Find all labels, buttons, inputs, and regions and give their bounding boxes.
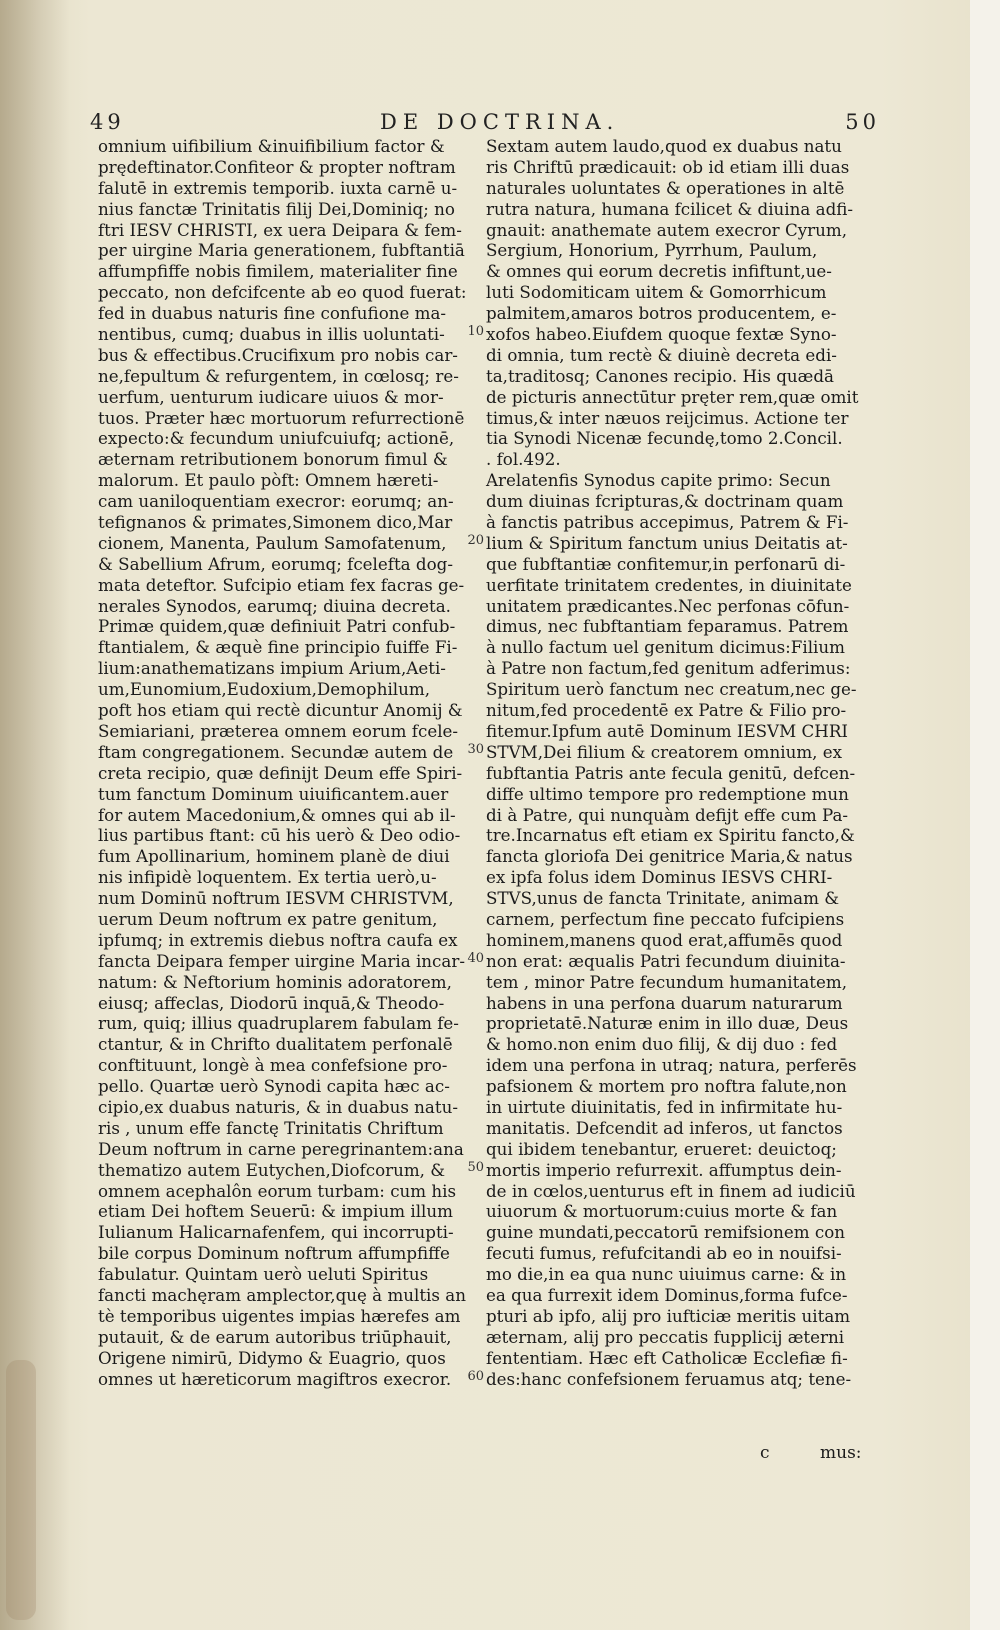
left-text-column [98,136,470,1389]
text-line: palmitem,amaros botros producentem, e- [486,303,837,324]
text-line: à fanctis patribus accepimus, Patrem & Fi- [486,512,849,533]
text-line: conftituunt, longè à mea confefsione pro- [98,1055,448,1076]
text-line: guine mundati,peccatorū remifsionem con [486,1222,846,1243]
text-line: fubftantia Patris ante fecula genitū, defcen- [486,762,856,783]
text-line: ea qua furrexit idem Dominus,forma fufce- [486,1284,848,1305]
text-line: STVS,unus de fancta Trinitate, animam & [486,888,840,909]
text-line: & Sabellium Afrum, eorumq; fcelefta dog- [98,553,453,574]
text-line: luti Sodomiticam uitem & Gomorrhicum [486,282,827,303]
text-line: uerfum, uenturum iudicare uiuos & mor- [98,386,444,407]
text-line: des:hanc confefsionem feruamus atq; tene- [486,1368,852,1389]
text-line: gnauit: anathemate autem execror Cyrum, [486,219,847,240]
text-line: for autem Macedonium,& omnes qui ab il- [98,804,456,825]
text-line: non erat: æqualis Patri fecundum diuinita- [486,950,846,971]
text-line: falutē in extremis temporib. iuxta carnē u- [98,177,458,198]
text-line: uerum Deum noftrum ex patre genitum, [98,908,438,929]
text-line: ftri IESV CHRISTI, ex uera Deipara & fem- [98,219,462,240]
text-line: fancti machęram amplector,quę à multis an [98,1284,466,1305]
text-line: ris Chriftū prædicauit: ob id etiam illi duas [486,156,850,177]
text-line: per uirgine Maria generationem, fubftantiā [98,240,465,261]
text-line: . fol.492. [486,449,561,470]
text-line: uiuorum & mortuorum:cuius morte & fan [486,1201,838,1222]
text-line: di omnia, tum rectè & diuinè decreta edi- [486,344,837,365]
text-line: qui ibidem tenebantur, erueret: deuictoq; [486,1138,837,1159]
text-line: Arelatenfis Synodus capite primo: Secun [486,470,831,491]
text-line: um,Eunomium,Eudoxium,Demophilum, [98,679,431,700]
text-line: fabulatur. Quintam uerò ueluti Spiritus [98,1264,429,1285]
text-line: carnem, perfectum fine peccato fufcipiens [486,908,845,929]
text-line: Spiritum uerò fanctum nec creatum,nec ge- [486,679,857,700]
text-line: malorum. Et paulo pòft: Omnem hæreti- [98,470,439,491]
text-line: Sergium, Honorium, Pyrrhum, Paulum, [486,240,818,261]
text-line: tuos. Præter hæc mortuorum refurrectionē [98,407,465,428]
text-line: fecuti fumus, refufcitandi ab eo in nouifsi- [486,1243,842,1264]
text-line: hominem,manens quod erat,affumēs quod [486,929,843,950]
text-line: putauit, & de earum autoribus triūphauit, [98,1326,452,1347]
text-line: mo die,in ea qua nunc uiuimus carne: & in [486,1264,847,1285]
text-line: xofos habeo.Eiufdem quoque fextæ Syno- [486,324,837,345]
text-line: di à Patre, qui nunquàm defijt effe cum Pa- [486,804,849,825]
text-line: tefignanos & primates,Simonem dico,Mar [98,512,453,533]
catchword: mus: [820,1443,862,1463]
text-line: lium & Spiritum fanctum unius Deitatis at- [486,532,848,553]
text-line: eiusq; affeclas, Diodorū inquā,& Theodo- [98,992,445,1013]
text-line: etiam Dei hoftem Seuerū: & impium illum [98,1201,453,1222]
page-header [90,110,880,136]
text-line: ne,fepultum & refurgentem, in cœlosq; re- [98,365,459,386]
text-line: omnes ut hæreticorum magiftros execror. [98,1368,452,1389]
text-line: timus,& inter næuos reijcimus. Actione ter [486,407,849,428]
text-line: lius partibus ftant: cū his uerò & Deo odio- [98,825,461,846]
line-number: 30 [467,742,484,758]
line-number: 40 [467,951,484,967]
page-footer [0,1443,1000,1467]
right-page-number: 50 [845,110,880,134]
text-line: fum Apollinarium, hominem planè de diui [98,846,450,867]
text-line: ex ipfa folus idem Dominus IESVS CHRI- [486,867,833,888]
text-line: rutra natura, humana fcilicet & diuina adfi- [486,198,854,219]
text-line: bile corpus Dominum noftrum affumpfiffe [98,1243,450,1264]
text-line: & homo.non enim duo filij, & dij duo : fed [486,1034,838,1055]
text-line: ctantur, & in Chrifto dualitatem perfonalē [98,1034,453,1055]
text-line: peccato, non defcifcente ab eo quod fuerat: [98,282,467,303]
text-line: ta,traditosq; Canones recipio. His quædā [486,365,834,386]
running-title: DE DOCTRINA. [380,110,620,134]
text-line: æternam, alij pro peccatis fupplicij æterni [486,1326,845,1347]
text-line: fancta Deipara femper uirgine Maria incar- [98,950,465,971]
right-text-column [486,136,858,1389]
text-line: à nullo factum uel genitum dicimus:Filium [486,637,845,658]
text-line: Origene nimirū, Didymo & Euagrio, quos [98,1347,446,1368]
text-line: num Dominū noftrum IESVM CHRISTVM, [98,888,454,909]
line-number: 50 [467,1160,484,1176]
text-line: Iulianum Halicarnafenfem, qui incorrupti- [98,1222,454,1243]
text-line: unitatem prædicantes.Nec perfonas cōfun- [486,595,850,616]
text-line: dimus, nec fubftantiam feparamus. Patrem [486,616,849,637]
text-line: nius fanctæ Trinitatis filij Dei,Dominiq; no [98,198,455,219]
text-line: affumpfiffe nobis fimilem, materialiter fine [98,261,458,282]
text-line: mata deteftor. Sufcipio etiam fex facras ge- [98,574,465,595]
text-line: creta recipio, quæ definijt Deum effe Spiri- [98,762,463,783]
text-line: que fubftantiæ confitemur,in perfonarū di- [486,553,846,574]
text-line: nentibus, cumq; duabus in illis uoluntati- [98,324,445,345]
page-edge [970,0,1000,1630]
text-line: pafsionem & mortem pro noftra falute,non [486,1076,847,1097]
signature-mark: c [760,1443,770,1463]
text-line: in uirtute diuinitatis, fed in infirmitate hu- [486,1096,843,1117]
text-line: poft hos etiam qui rectè dicuntur Anomij & [98,700,463,721]
text-line: ipfumq; in extremis diebus noftra caufa ex [98,929,458,950]
text-line: bus & effectibus.Crucifixum pro nobis car- [98,344,458,365]
text-line: cionem, Manenta, Paulum Samofatenum, [98,532,447,553]
text-line: Deum noftrum in carne peregrinantem:ana [98,1138,464,1159]
text-line: diffe ultimo tempore pro redemptione mun [486,783,849,804]
text-line: pturi ab ipfo, alij pro iufticiæ meritis uitam [486,1305,851,1326]
text-line: tum fanctum Dominum uiuificantem.auer [98,783,449,804]
text-line: prędeftinator.Confiteor & propter noftram [98,156,456,177]
text-line: fententiam. Hæc eft Catholicæ Ecclefiæ fi- [486,1347,848,1368]
text-line: natum: & Neftorium hominis adoratorem, [98,971,452,992]
text-line: habens in una perfona duarum naturarum [486,992,843,1013]
text-line: & omnes qui eorum decretis infiftunt,ue- [486,261,832,282]
line-number: 10 [467,324,484,340]
text-line: nerales Synodos, earumq; diuina decreta. [98,595,451,616]
text-line: STVM,Dei filium & creatorem omnium, ex [486,741,843,762]
text-line: dum diuinas fcripturas,& doctrinam quam [486,491,844,512]
text-line: tia Synodi Nicenæ fecundę,tomo 2.Concil. [486,428,843,449]
text-line: tem , minor Patre fecundum humanitatem, [486,971,848,992]
text-line: uerfitate trinitatem credentes, in diuinitate [486,574,852,595]
text-line: fitemur.Ipfum autē Dominum IESVM CHRI [486,720,848,741]
text-line: lium:anathematizans impium Arium,Aeti- [98,658,446,679]
text-line: à Patre non factum,fed genitum adferimus: [486,658,851,679]
text-line: expecto:& fecundum uniufcuiufq; actionē, [98,428,455,449]
text-line: cipio,ex duabus naturis, & in duabus natu- [98,1096,458,1117]
text-line: thematizo autem Eutychen,Diofcorum, & [98,1159,446,1180]
line-number: 60 [467,1369,484,1385]
text-line: naturales uoluntates & operationes in altē [486,177,845,198]
text-line: ftam congregationem. Secundæ autem de [98,741,454,762]
text-line: cam uaniloquentiam execror: eorumq; an- [98,491,454,512]
text-line: fed in duabus naturis fine confufione ma- [98,303,447,324]
text-line: manitatis. Defcendit ad inferos, ut fanctos [486,1117,843,1138]
text-line: de in cœlos,uenturus eft in finem ad iudiciū [486,1180,856,1201]
text-line: nitum,fed procedentē ex Patre & Filio pro- [486,700,847,721]
text-line: omnem acephalôn eorum turbam: cum his [98,1180,457,1201]
text-line: Sextam autem laudo,quod ex duabus natu [486,136,842,156]
text-line: de picturis annectūtur pręter rem,quæ omit [486,386,859,407]
line-number: 20 [467,533,484,549]
text-line: tre.Incarnatus eft etiam ex Spiritu fancto,& [486,825,855,846]
text-line: rum, quiq; illius quadruplarem fabulam fe- [98,1013,459,1034]
left-page-number: 49 [90,110,125,134]
text-line: ftantialem, & æquè fine principio fuiffe Fi- [98,637,458,658]
text-line: fancta gloriofa Dei genitrice Maria,& natus [486,846,853,867]
text-line: mortis imperio refurrexit. affumptus dein- [486,1159,842,1180]
text-line: proprietatē.Naturæ enim in illo duæ, Deus [486,1013,849,1034]
text-line: Primæ quidem,quæ definiuit Patri confub- [98,616,456,637]
text-line: ris , unum effe fanctę Trinitatis Chriftum [98,1117,444,1138]
paper-stain [6,1360,36,1620]
text-line: Semiariani, præterea omnem eorum fcele- [98,720,459,741]
text-line: tè temporibus uigentes impias hærefes am [98,1305,461,1326]
text-line: pello. Quartæ uerò Synodi capita hæc ac- [98,1076,450,1097]
text-line: omnium uifibilium &inuifibilium factor & [98,136,445,156]
text-line: nis infipidè loquentem. Ex tertia uerò,u- [98,867,437,888]
text-line: idem una perfona in utraq; natura, perferēs [486,1055,857,1076]
text-line: æternam retributionem bonorum fimul & [98,449,448,470]
